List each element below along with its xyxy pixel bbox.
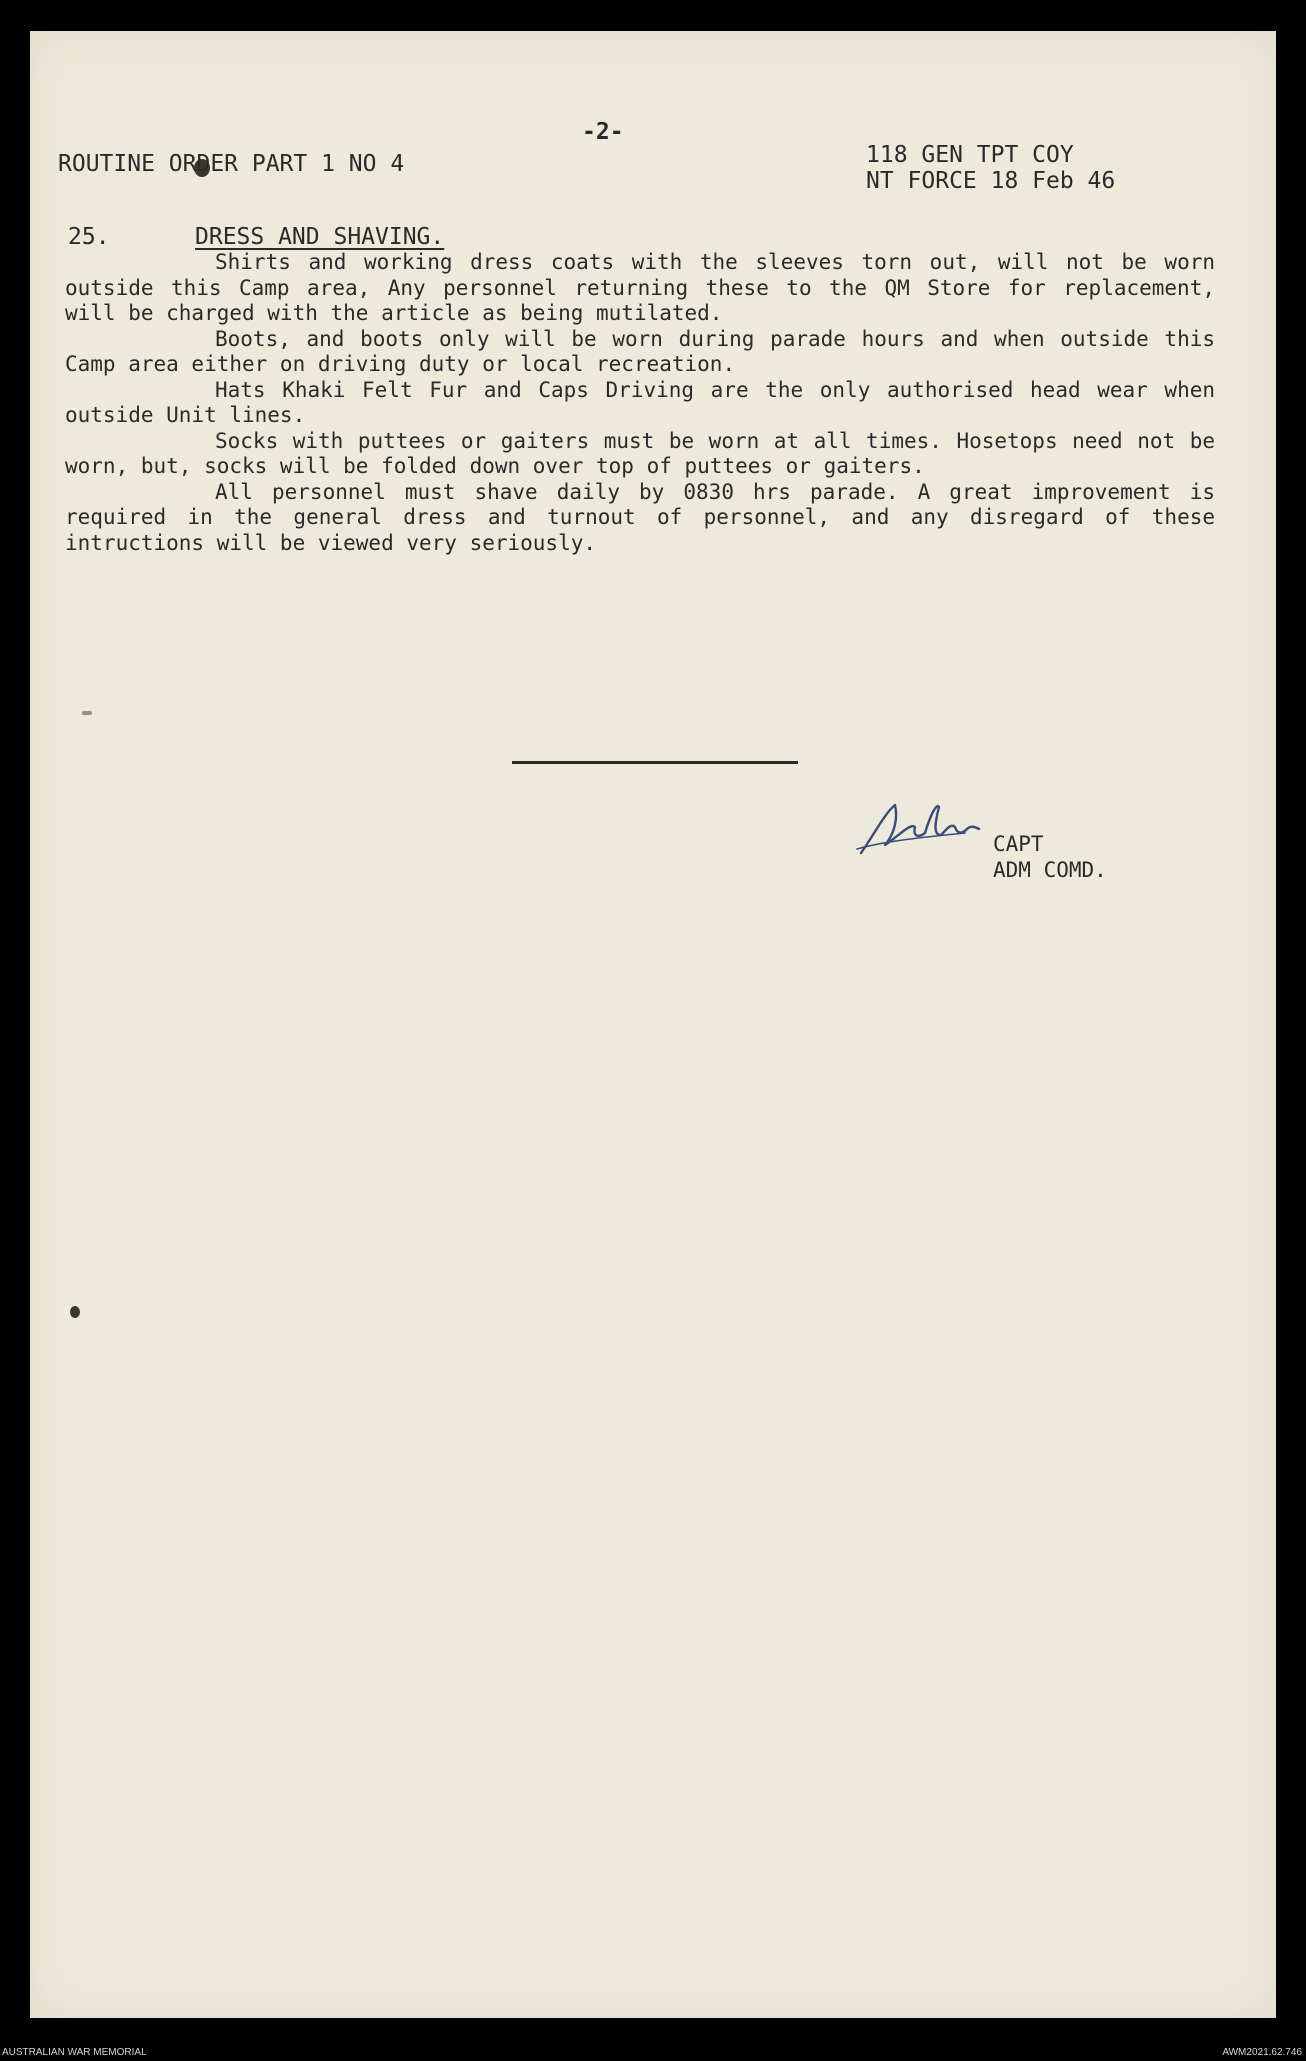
- page-number: -2-: [582, 119, 624, 145]
- archive-credit: AUSTRALIAN WAR MEMORIAL: [2, 2047, 147, 2058]
- section-title: DRESS AND SHAVING.: [195, 224, 445, 250]
- unit-name: 118 GEN TPT COY: [866, 142, 1074, 168]
- staple-mark: [82, 711, 92, 715]
- section-heading: [40, 225, 1220, 250]
- signatory-rank: CAPT: [993, 832, 1044, 856]
- order-reference: ROUTINE ORDER PART 1 NO 4: [58, 151, 405, 177]
- closing-rule: [512, 761, 798, 764]
- paragraph-socks: Socks with puttees or gaiters must be worn at all times. Hosetops need not be worn, but, socks will be folded down over top of puttees or gaiters.: [65, 428, 1215, 478]
- force-and-date: NT FORCE 18 Feb 46: [866, 168, 1116, 194]
- signatory-appointment: ADM COMD.: [993, 858, 1107, 882]
- paragraph-shaving: All personnel must shave daily by 0830 hrs parade. A great improvement is required in the general dress and turnout of personnel, and any disregard of these intructions will be viewed very seriously.: [65, 479, 1215, 555]
- archive-reference: AWM2021.62.746: [1222, 2047, 1302, 2058]
- section-number: 25.: [68, 224, 110, 250]
- paragraph-sleeves: Shirts and working dress coats with the sleeves torn out, will not be worn outside this Camp area, Any personnel returning these to the QM Store for replacement, will be charged with the article as being mutilated.: [65, 250, 1215, 325]
- order-section: [40, 225, 1220, 556]
- paragraph-headwear: Hats Khaki Felt Fur and Caps Driving are the only authorised head wear when outside Unit lines.: [65, 377, 1215, 427]
- handwritten-signature: [855, 783, 1005, 863]
- punch-hole-mark: [70, 1306, 80, 1318]
- paragraph-boots: Boots, and boots only will be worn during parade hours and when outside this Camp area either on driving duty or local recreation.: [65, 326, 1215, 376]
